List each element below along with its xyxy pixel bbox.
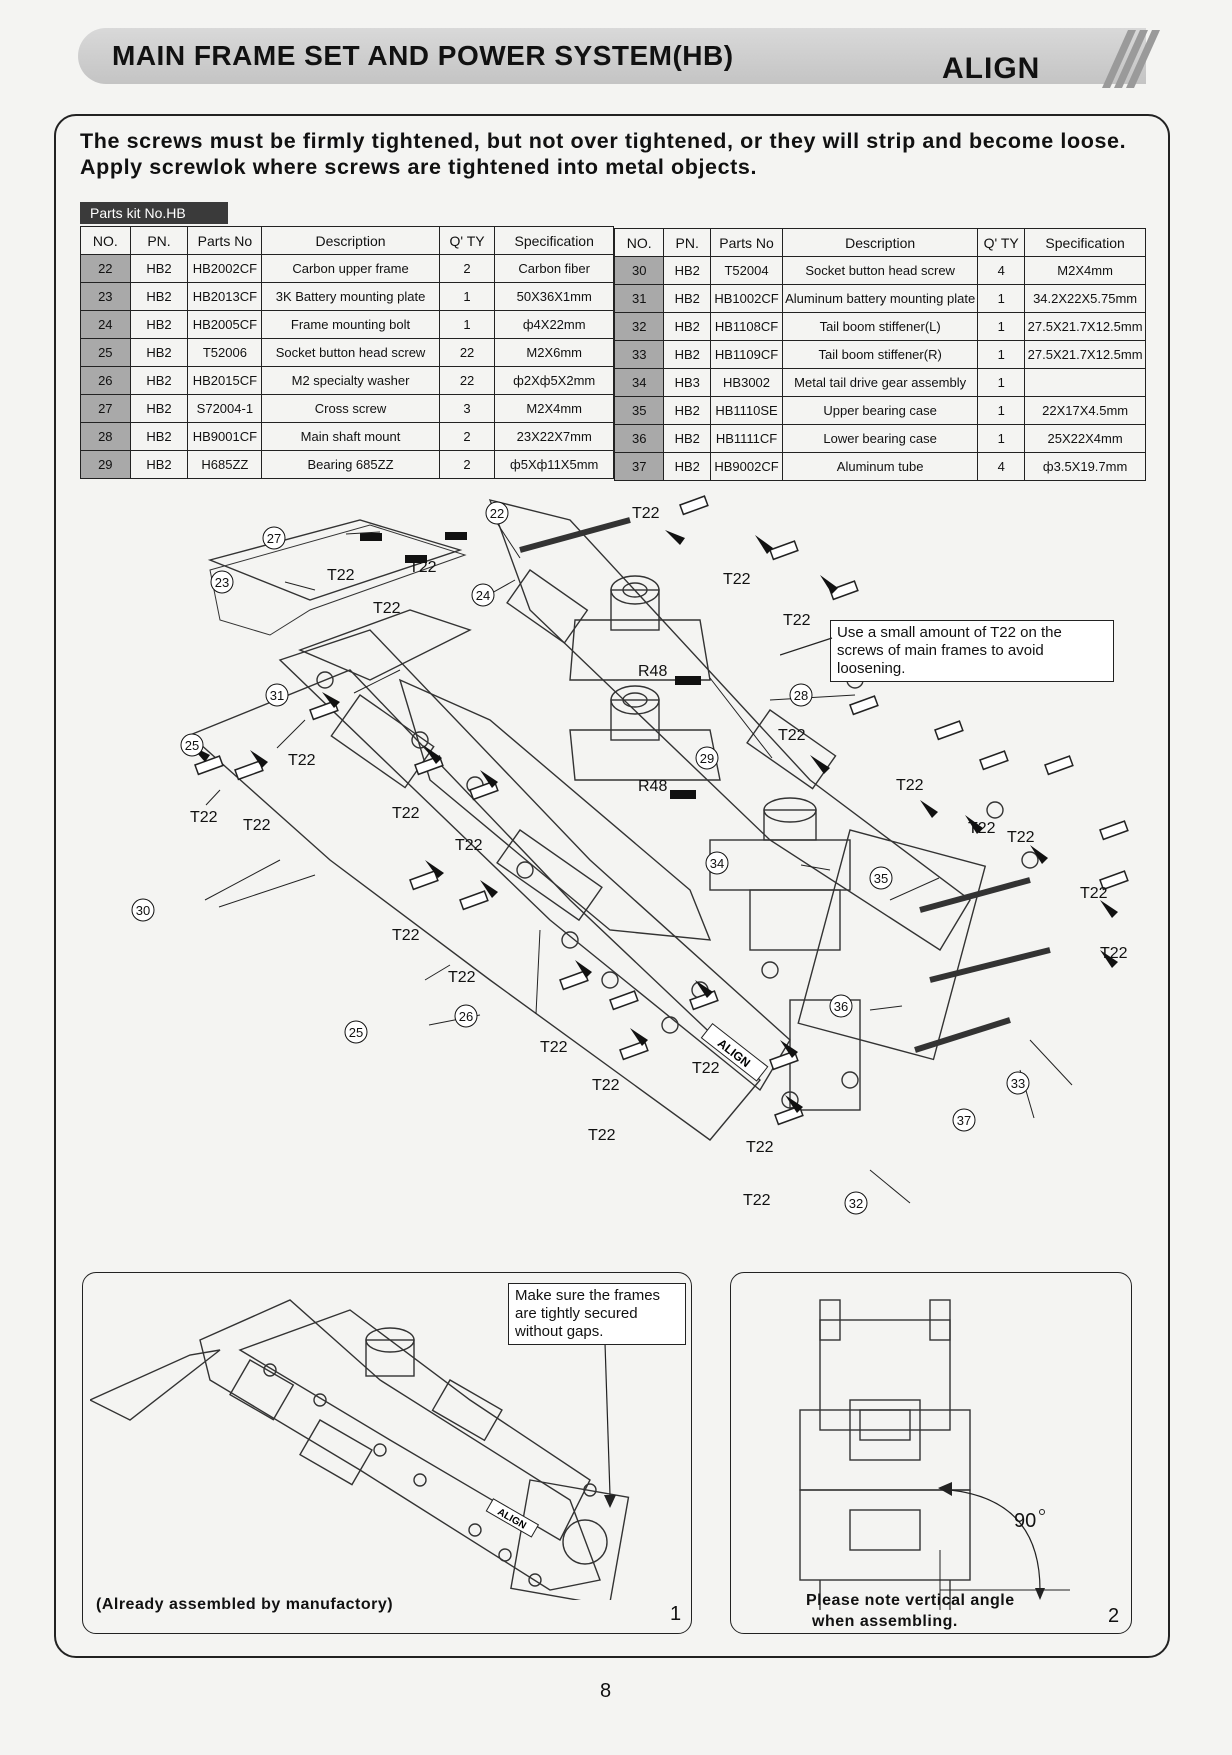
part-number-cell: 22 [81, 255, 131, 283]
part-number-cell: 33 [615, 341, 664, 369]
svg-text:25: 25 [348, 1025, 364, 1040]
glue-label: T22 [448, 969, 476, 986]
table-cell: 2 [439, 255, 495, 283]
table-cell: 1 [978, 369, 1025, 397]
glue-label: T22 [632, 505, 660, 522]
glue-label: T22 [373, 600, 401, 617]
part-number-cell: 31 [615, 285, 664, 313]
table-cell: 1 [978, 285, 1025, 313]
glue-label: T22 [743, 1192, 771, 1209]
table-cell: Carbon upper frame [262, 255, 439, 283]
table-cell: Bearing 685ZZ [262, 451, 439, 479]
bearing-label: R48 [638, 663, 668, 680]
table-cell: Metal tail drive gear assembly [783, 369, 978, 397]
table-cell: H685ZZ [188, 451, 262, 479]
part-callout-31 [266, 684, 288, 706]
table-cell: HB2 [664, 453, 710, 481]
table-row [615, 425, 1146, 453]
glue-label: T22 [783, 612, 811, 629]
table-cell: 2 [439, 451, 495, 479]
col-header: Q' TY [439, 227, 495, 255]
front-view-drawing [740, 1290, 1120, 1610]
col-header: Parts No [188, 227, 262, 255]
col-header: Description [262, 227, 439, 255]
table-cell: Upper bearing case [783, 397, 978, 425]
table-cell: HB2 [130, 451, 188, 479]
bearing-label: R48 [638, 778, 668, 795]
glue-label: T22 [778, 727, 806, 744]
screw-icon [195, 756, 223, 774]
table-cell: ф3.5X19.7mm [1025, 453, 1146, 481]
part-number-cell: 30 [615, 257, 664, 285]
part-callout-32 [845, 1192, 867, 1214]
table-cell: 2 [439, 423, 495, 451]
part-number-cell: 26 [81, 367, 131, 395]
table-cell: HB2 [130, 423, 188, 451]
table-cell: HB3002 [710, 369, 782, 397]
frames-gap-callout: Make sure the frames are tightly secured without gaps. [508, 1283, 686, 1345]
table-row [615, 397, 1146, 425]
col-header: PN. [664, 229, 710, 257]
table-header-row [615, 229, 1146, 257]
table-row [81, 367, 614, 395]
svg-text:28: 28 [793, 688, 809, 703]
svg-text:27: 27 [266, 531, 282, 546]
table-row [615, 369, 1146, 397]
glue-label: T22 [540, 1039, 568, 1056]
table-row [81, 311, 614, 339]
table-cell: Cross screw [262, 395, 439, 423]
table-cell: HB2013CF [188, 283, 262, 311]
glue-label: T22 [327, 567, 355, 584]
glue-label: T22 [1100, 945, 1128, 962]
table-cell: M2 specialty washer [262, 367, 439, 395]
svg-text:35: 35 [873, 871, 889, 886]
table-row [615, 341, 1146, 369]
part-callout-35 [870, 867, 892, 889]
part-callout-26 [455, 1005, 477, 1027]
part-number-cell: 34 [615, 369, 664, 397]
table-row [81, 395, 614, 423]
table-cell: HB2 [130, 339, 188, 367]
glue-label: T22 [392, 805, 420, 822]
table-cell: 25X22X4mm [1025, 425, 1146, 453]
svg-text:33: 33 [1010, 1076, 1026, 1091]
table-cell: HB9001CF [188, 423, 262, 451]
glue-label: T22 [392, 927, 420, 944]
parts-table-left [80, 226, 614, 479]
part-callout-34 [706, 852, 728, 874]
table-cell: ф2Xф5X2mm [495, 367, 614, 395]
table-row [81, 339, 614, 367]
col-header: Parts No [710, 229, 782, 257]
table-header-row [81, 227, 614, 255]
table-row [615, 453, 1146, 481]
part-callout-25 [181, 734, 203, 756]
part-number-cell: 29 [81, 451, 131, 479]
parts-kit-label: Parts kit No.HB [80, 202, 228, 224]
table-cell: M2X4mm [1025, 257, 1146, 285]
table-cell: Tail boom stiffener(L) [783, 313, 978, 341]
table-row [615, 313, 1146, 341]
svg-text:24: 24 [475, 588, 491, 603]
table-cell: M2X6mm [495, 339, 614, 367]
table-cell: 1 [978, 313, 1025, 341]
table-cell: HB2 [130, 395, 188, 423]
col-header: Specification [1025, 229, 1146, 257]
part-callout-36 [830, 995, 852, 1017]
svg-text:30: 30 [135, 903, 151, 918]
svg-text:36: 36 [833, 999, 849, 1014]
table-cell: Socket button head screw [262, 339, 439, 367]
table-cell: HB2 [664, 313, 710, 341]
svg-text:ALIGN: ALIGN [714, 1036, 753, 1071]
glue-label: T22 [968, 820, 996, 837]
part-callout-24 [472, 584, 494, 606]
warning-text: The screws must be firmly tightened, but not over tightened, or they will strip and become loose. Apply screwlok where screws are tightened into metal objects. [80, 129, 1127, 179]
table-cell: 1 [439, 283, 495, 311]
table-cell: HB3 [664, 369, 710, 397]
table-cell: Socket button head screw [783, 257, 978, 285]
table-cell: 1 [978, 341, 1025, 369]
table-cell: 4 [978, 257, 1025, 285]
svg-text:31: 31 [269, 688, 285, 703]
glue-label: T22 [288, 752, 316, 769]
table-cell: HB2 [664, 341, 710, 369]
glue-label: T22 [455, 837, 483, 854]
table-cell: Frame mounting bolt [262, 311, 439, 339]
glue-label: T22 [896, 777, 924, 794]
table-cell: 22 [439, 339, 495, 367]
table-cell: 1 [978, 397, 1025, 425]
table-cell: HB2002CF [188, 255, 262, 283]
col-header: NO. [81, 227, 131, 255]
svg-text:29: 29 [699, 751, 715, 766]
table-cell: HB2 [130, 283, 188, 311]
table-cell: HB2015CF [188, 367, 262, 395]
table-cell: HB9002CF [710, 453, 782, 481]
table-cell: HB1002CF [710, 285, 782, 313]
part-number-cell: 32 [615, 313, 664, 341]
svg-text:26: 26 [458, 1009, 474, 1024]
table-row [615, 257, 1146, 285]
angle-label: 90 [1014, 1510, 1037, 1532]
panel2-note-line2: when assembling. [812, 1613, 958, 1630]
table-row [615, 285, 1146, 313]
part-callout-22 [486, 502, 508, 524]
table-cell: 27.5X21.7X12.5mm [1025, 341, 1146, 369]
callout-leader [780, 630, 840, 660]
table-cell: ф5Xф11X5mm [495, 451, 614, 479]
table-row [81, 283, 614, 311]
glue-label: T22 [190, 809, 218, 826]
table-cell: HB2 [130, 311, 188, 339]
table-cell: 34.2X22X5.75mm [1025, 285, 1146, 313]
svg-text:ALIGN: ALIGN [495, 1506, 528, 1532]
part-number-cell: 27 [81, 395, 131, 423]
table-row [81, 255, 614, 283]
table-cell: T52006 [188, 339, 262, 367]
part-number-cell: 28 [81, 423, 131, 451]
table-cell: HB2 [664, 425, 710, 453]
part-number-cell: 24 [81, 311, 131, 339]
table-cell: 22 [439, 367, 495, 395]
table-row [81, 423, 614, 451]
glue-label: T22 [592, 1077, 620, 1094]
col-header: NO. [615, 229, 664, 257]
table-cell: HB2 [664, 397, 710, 425]
table-cell: 3K Battery mounting plate [262, 283, 439, 311]
table-cell [1025, 369, 1146, 397]
table-cell: HB1108CF [710, 313, 782, 341]
svg-text:23: 23 [214, 575, 230, 590]
table-cell: S72004-1 [188, 395, 262, 423]
page-title: MAIN FRAME SET AND POWER SYSTEM(HB) [112, 40, 734, 71]
glue-label: T22 [1007, 829, 1035, 846]
exploded-frame-diagram [70, 480, 1160, 1250]
svg-text:34: 34 [709, 856, 725, 871]
part-callout-27 [263, 527, 285, 549]
table-cell: 27.5X21.7X12.5mm [1025, 313, 1146, 341]
table-cell: 3 [439, 395, 495, 423]
part-number-cell: 36 [615, 425, 664, 453]
panel2-number: 2 [1108, 1605, 1120, 1627]
table-row [81, 451, 614, 479]
part-callout-30 [132, 899, 154, 921]
table-cell: HB2 [664, 285, 710, 313]
page-number: 8 [600, 1680, 612, 1702]
svg-text:37: 37 [956, 1113, 972, 1128]
part-number-cell: 35 [615, 397, 664, 425]
svg-text:22: 22 [489, 506, 505, 521]
brand-logo: ALIGN [942, 52, 1041, 85]
table-cell: 1 [978, 425, 1025, 453]
glue-label: T22 [723, 571, 751, 588]
table-cell: HB1111CF [710, 425, 782, 453]
degree-mark [1038, 1508, 1048, 1518]
table-cell: Carbon fiber [495, 255, 614, 283]
table-cell: Lower bearing case [783, 425, 978, 453]
part-callout-29 [696, 747, 718, 769]
col-header: PN. [130, 227, 188, 255]
part-number-cell: 25 [81, 339, 131, 367]
table-cell: HB2 [130, 255, 188, 283]
parts-table-right [614, 228, 1146, 481]
part-callout-37 [953, 1109, 975, 1131]
glue-label: T22 [588, 1127, 616, 1144]
table-cell: 4 [978, 453, 1025, 481]
table-cell: M2X4mm [495, 395, 614, 423]
col-header: Description [783, 229, 978, 257]
glue-label: T22 [746, 1139, 774, 1156]
table-cell: HB2005CF [188, 311, 262, 339]
table-cell: HB1109CF [710, 341, 782, 369]
svg-text:25: 25 [184, 738, 200, 753]
part-number-cell: 23 [81, 283, 131, 311]
t22-callout: Use a small amount of T22 on the screws of main frames to avoid loosening. [830, 620, 1114, 682]
glue-label: T22 [1080, 885, 1108, 902]
table-cell: HB2 [130, 367, 188, 395]
table-cell: Aluminum battery mounting plate [783, 285, 978, 313]
table-cell: 1 [439, 311, 495, 339]
part-callout-33 [1007, 1072, 1029, 1094]
table-cell: ф4X22mm [495, 311, 614, 339]
table-cell: HB1110SE [710, 397, 782, 425]
panel2-note-line1: Please note vertical angle [806, 1592, 1015, 1609]
part-number-callouts [132, 502, 1029, 1214]
table-cell: HB2 [664, 257, 710, 285]
table-cell: Main shaft mount [262, 423, 439, 451]
header-stripes-decoration [1080, 30, 1160, 88]
part-callout-25 [345, 1021, 367, 1043]
col-header: Q' TY [978, 229, 1025, 257]
col-header: Specification [495, 227, 614, 255]
part-callout-23 [211, 571, 233, 593]
glue-label: T22 [692, 1060, 720, 1077]
panel1-number: 1 [670, 1603, 682, 1625]
svg-text:32: 32 [848, 1196, 864, 1211]
right-frame-drawing [490, 500, 970, 950]
table-cell: 22X17X4.5mm [1025, 397, 1146, 425]
panel1-note: (Already assembled by manufactory) [96, 1596, 394, 1613]
glue-label: T22 [409, 559, 437, 576]
part-callout-28 [790, 684, 812, 706]
table-cell: Tail boom stiffener(R) [783, 341, 978, 369]
table-cell: Aluminum tube [783, 453, 978, 481]
glue-label: T22 [243, 817, 271, 834]
table-cell: 50X36X1mm [495, 283, 614, 311]
table-cell: T52004 [710, 257, 782, 285]
table-cell: 23X22X7mm [495, 423, 614, 451]
part-number-cell: 37 [615, 453, 664, 481]
